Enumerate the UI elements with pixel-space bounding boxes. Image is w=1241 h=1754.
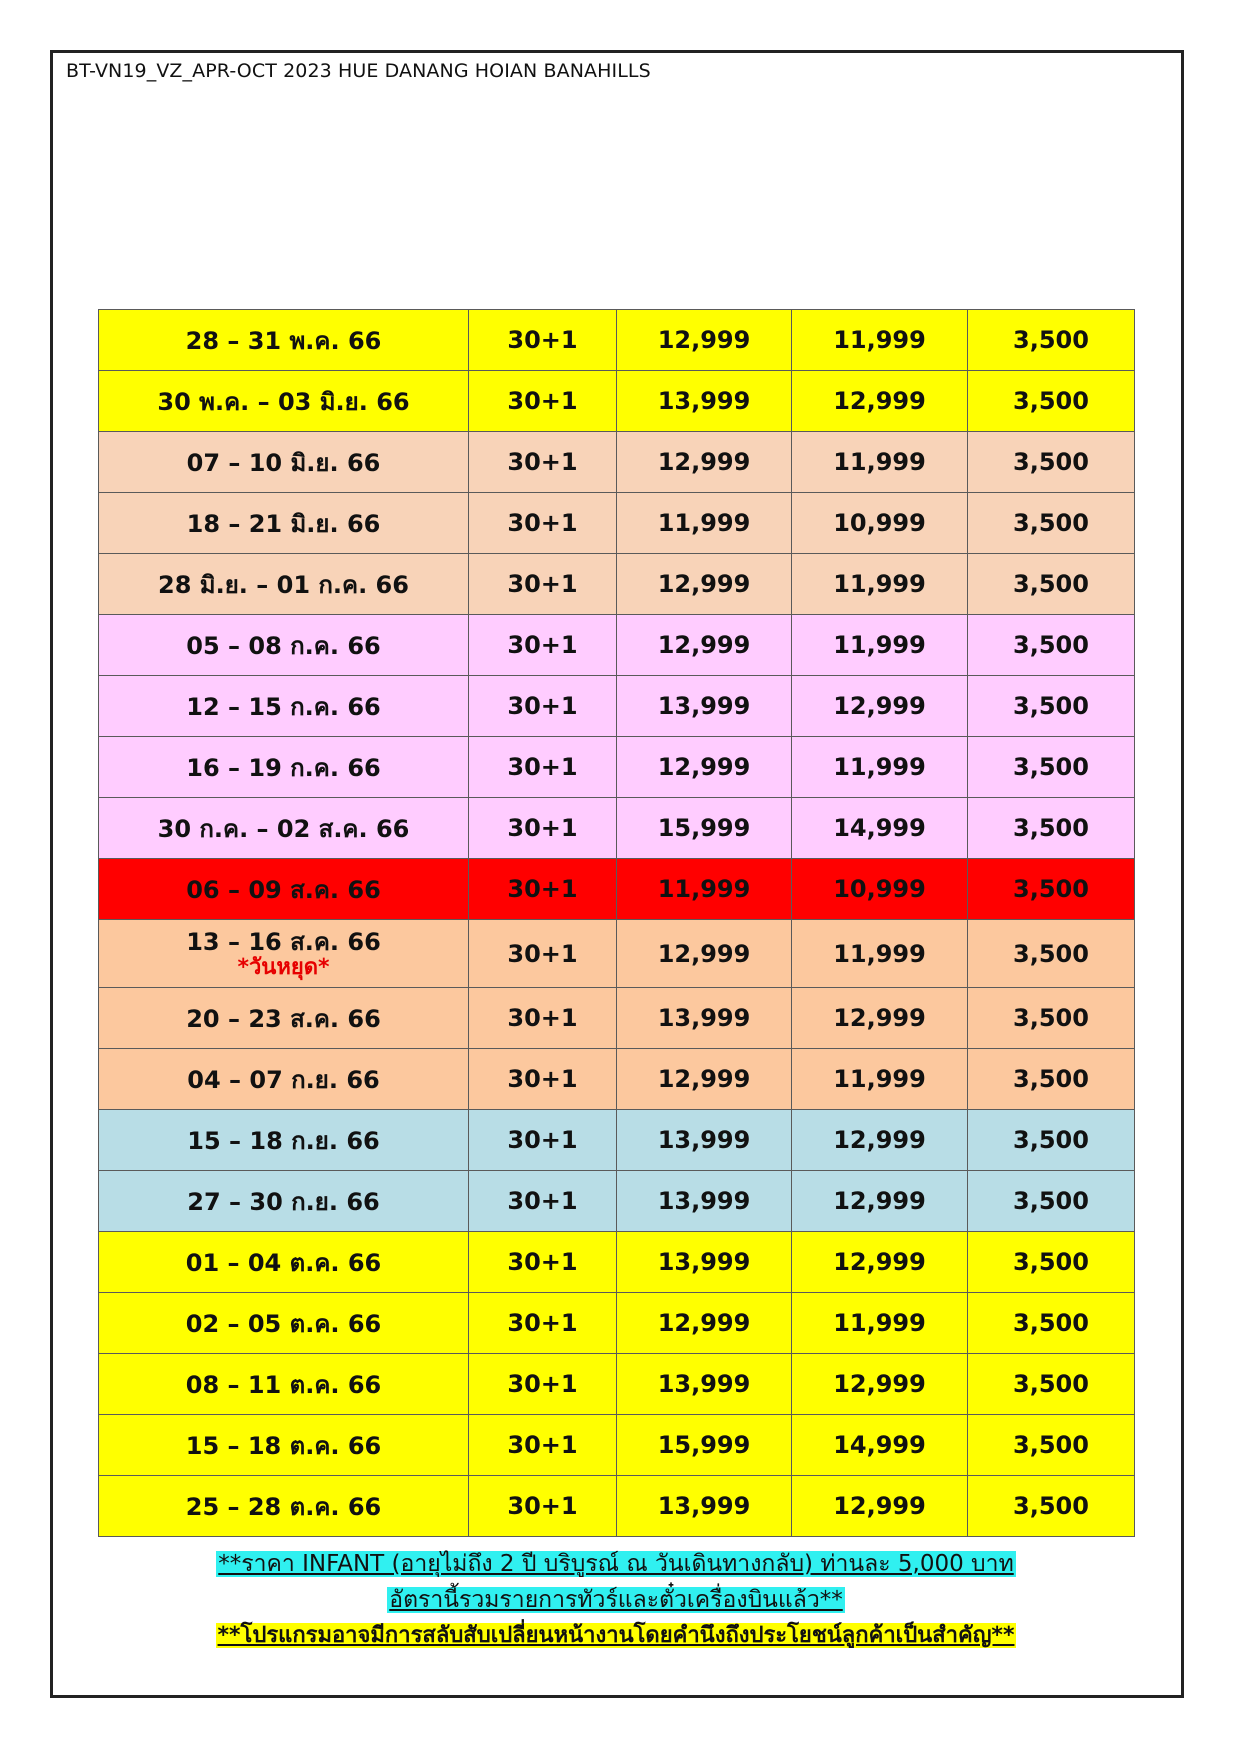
price-cell: 12,999 (617, 920, 792, 988)
price-cell: 11,999 (792, 310, 968, 371)
date-cell: 05 – 08 ก.ค. 66 (99, 615, 469, 676)
price-cell: 3,500 (968, 310, 1135, 371)
price-cell: 13,999 (617, 1354, 792, 1415)
price-cell: 11,999 (792, 615, 968, 676)
price-cell: 3,500 (968, 1232, 1135, 1293)
date-cell: 20 – 23 ส.ค. 66 (99, 988, 469, 1049)
date-cell: 15 – 18 ก.ย. 66 (99, 1110, 469, 1171)
price-cell: 3,500 (968, 1049, 1135, 1110)
date-cell: 06 – 09 ส.ค. 66 (99, 859, 469, 920)
seats-cell: 30+1 (469, 1110, 617, 1171)
seats-cell: 30+1 (469, 1415, 617, 1476)
price-cell: 11,999 (792, 920, 968, 988)
date-cell: 01 – 04 ต.ค. 66 (99, 1232, 469, 1293)
holiday-note: *วันหยุด* (237, 954, 330, 980)
infant-price-note: **ราคา INFANT (อายุไม่ถึง 2 ปี บริบูรณ์ ณ วันเดินทางกลับ) ท่านละ 5,000 บาท (218, 1551, 1014, 1577)
price-cell: 12,999 (617, 737, 792, 798)
price-cell: 11,999 (792, 554, 968, 615)
price-cell: 3,500 (968, 1171, 1135, 1232)
price-cell: 11,999 (792, 1049, 968, 1110)
date-cell: 04 – 07 ก.ย. 66 (99, 1049, 469, 1110)
price-cell: 14,999 (792, 1415, 968, 1476)
table-row (99, 988, 1135, 1049)
price-cell: 11,999 (617, 493, 792, 554)
seats-cell: 30+1 (469, 1293, 617, 1354)
price-cell: 13,999 (617, 1476, 792, 1537)
table-row (99, 554, 1135, 615)
table-row (99, 1354, 1135, 1415)
date-cell: 27 – 30 ก.ย. 66 (99, 1171, 469, 1232)
price-cell: 15,999 (617, 1415, 792, 1476)
table-row (99, 1110, 1135, 1171)
date-cell: 30 พ.ค. – 03 มิ.ย. 66 (99, 371, 469, 432)
price-cell: 12,999 (792, 1171, 968, 1232)
date-cell: 28 มิ.ย. – 01 ก.ค. 66 (99, 554, 469, 615)
price-cell: 3,500 (968, 920, 1135, 988)
table-row (99, 737, 1135, 798)
seats-cell: 30+1 (469, 798, 617, 859)
document-code: BT-VN19_VZ_APR-OCT 2023 HUE DANANG HOIAN BANAHILLS (66, 60, 651, 82)
price-cell: 3,500 (968, 1354, 1135, 1415)
seats-cell: 30+1 (469, 1354, 617, 1415)
program-change-note: **โปรแกรมอาจมีการสลับสับเปลี่ยนหน้างานโดยคำนึงถึงประโยชน์ลูกค้าเป็นสำคัญ** (217, 1623, 1015, 1648)
price-cell: 13,999 (617, 1171, 792, 1232)
price-cell: 12,999 (792, 1232, 968, 1293)
price-table (98, 309, 1135, 1537)
inclusion-note: อัตรานี้รวมรายการทัวร์และตั๋วเครื่องบินแล้ว** (389, 1587, 843, 1613)
price-cell: 12,999 (792, 371, 968, 432)
date-cell: 02 – 05 ต.ค. 66 (99, 1293, 469, 1354)
date-text: 13 – 16 ส.ค. 66 (186, 927, 381, 956)
price-cell: 12,999 (792, 1110, 968, 1171)
price-cell: 3,500 (968, 432, 1135, 493)
table-row (99, 493, 1135, 554)
price-cell: 3,500 (968, 615, 1135, 676)
price-cell: 12,999 (617, 1049, 792, 1110)
table-row (99, 676, 1135, 737)
seats-cell: 30+1 (469, 371, 617, 432)
date-cell: 30 ก.ค. – 02 ส.ค. 66 (99, 798, 469, 859)
seats-cell: 30+1 (469, 554, 617, 615)
price-cell: 3,500 (968, 859, 1135, 920)
seats-cell: 30+1 (469, 1476, 617, 1537)
price-cell: 12,999 (792, 1354, 968, 1415)
price-cell: 3,500 (968, 493, 1135, 554)
price-cell: 3,500 (968, 1476, 1135, 1537)
date-cell (99, 920, 469, 988)
seats-cell: 30+1 (469, 1049, 617, 1110)
price-cell: 12,999 (617, 554, 792, 615)
table-row (99, 798, 1135, 859)
table-row (99, 1476, 1135, 1537)
price-cell: 12,999 (617, 615, 792, 676)
price-cell: 3,500 (968, 1293, 1135, 1354)
price-cell: 3,500 (968, 1415, 1135, 1476)
price-cell: 3,500 (968, 371, 1135, 432)
table-row (99, 432, 1135, 493)
price-cell: 12,999 (617, 1293, 792, 1354)
seats-cell: 30+1 (469, 615, 617, 676)
date-cell: 07 – 10 มิ.ย. 66 (99, 432, 469, 493)
seats-cell: 30+1 (469, 737, 617, 798)
price-cell: 13,999 (617, 1232, 792, 1293)
price-cell: 11,999 (617, 859, 792, 920)
price-cell: 12,999 (792, 676, 968, 737)
price-cell: 3,500 (968, 1110, 1135, 1171)
price-table-body (99, 310, 1135, 1537)
price-cell: 11,999 (792, 1293, 968, 1354)
price-cell: 3,500 (968, 676, 1135, 737)
date-cell: 28 – 31 พ.ค. 66 (99, 310, 469, 371)
price-cell: 10,999 (792, 493, 968, 554)
price-cell: 3,500 (968, 798, 1135, 859)
table-row (99, 1232, 1135, 1293)
date-cell: 16 – 19 ก.ค. 66 (99, 737, 469, 798)
seats-cell: 30+1 (469, 1232, 617, 1293)
table-row (99, 1171, 1135, 1232)
seats-cell: 30+1 (469, 493, 617, 554)
table-row (99, 615, 1135, 676)
notes (98, 1548, 1134, 1656)
date-cell: 15 – 18 ต.ค. 66 (99, 1415, 469, 1476)
price-cell: 13,999 (617, 1110, 792, 1171)
price-cell: 15,999 (617, 798, 792, 859)
date-cell: 08 – 11 ต.ค. 66 (99, 1354, 469, 1415)
table-row (99, 859, 1135, 920)
seats-cell: 30+1 (469, 676, 617, 737)
price-cell: 12,999 (792, 988, 968, 1049)
price-cell: 13,999 (617, 371, 792, 432)
seats-cell: 30+1 (469, 432, 617, 493)
price-cell: 3,500 (968, 737, 1135, 798)
table-row (99, 310, 1135, 371)
price-cell: 14,999 (792, 798, 968, 859)
table-row (99, 1293, 1135, 1354)
table-row (99, 371, 1135, 432)
price-cell: 3,500 (968, 988, 1135, 1049)
price-cell: 13,999 (617, 676, 792, 737)
price-cell: 10,999 (792, 859, 968, 920)
price-cell: 11,999 (792, 737, 968, 798)
price-cell: 3,500 (968, 554, 1135, 615)
table-row (99, 920, 1135, 988)
seats-cell: 30+1 (469, 920, 617, 988)
seats-cell: 30+1 (469, 859, 617, 920)
price-cell: 12,999 (792, 1476, 968, 1537)
price-cell: 13,999 (617, 988, 792, 1049)
table-row (99, 1415, 1135, 1476)
seats-cell: 30+1 (469, 988, 617, 1049)
price-cell: 12,999 (617, 310, 792, 371)
price-cell: 12,999 (617, 432, 792, 493)
date-cell: 25 – 28 ต.ค. 66 (99, 1476, 469, 1537)
date-cell: 18 – 21 มิ.ย. 66 (99, 493, 469, 554)
date-cell: 12 – 15 ก.ค. 66 (99, 676, 469, 737)
table-row (99, 1049, 1135, 1110)
price-cell: 11,999 (792, 432, 968, 493)
seats-cell: 30+1 (469, 1171, 617, 1232)
seats-cell: 30+1 (469, 310, 617, 371)
